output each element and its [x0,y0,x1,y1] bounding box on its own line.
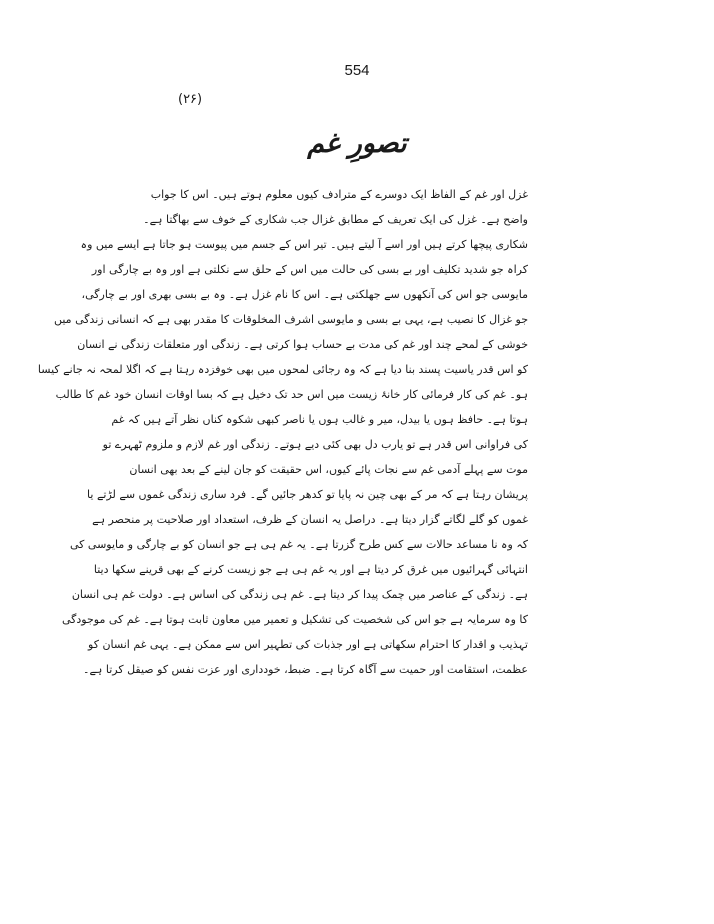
text-line: واضح ہے۔ غزل کی ایک تعریف کے مطابق غزال جب شکاری کے خوف سے بھاگتا ہے۔ [143,213,528,226]
text-line: تہذیب و اقدار کا احترام سکھاتی ہے اور جذبات کی تطہیر اس سے ممکن ہے۔ یہی غم انسان کو [88,638,528,651]
text-line: ہے۔ زندگی کے عناصر میں چمک پیدا کر دیتا ہے۔ غم ہی زندگی کی اساس ہے۔ دولت غم ہی انسان [71,588,528,601]
text-line: ہوتا ہے۔ حافظ ہوں یا بیدل، میر و غالب ہوں یا ناصر کبھی شکوہ کناں نظر آتے ہیں کہ غم [111,413,528,426]
text-line: انتہائی گہرائیوں میں غرق کر دیتا ہے اور یہ غم ہی ہے جو زیست کرنے کے بھی قرینے سکھا دیتا [93,563,528,576]
text-line: شکاری پیچھا کرتے ہیں اور اسے آ لیتے ہیں۔ تیر اس کے جسم میں پیوست ہو جاتا ہے ایسے میں وہ [80,238,528,251]
text-line: کو اس قدر یاسیت پسند بنا دیا ہے کہ وہ رجائی لمحوں میں بھی خوفزدہ رہتا ہے کہ اگلا لمحہ نہ جانے کیسا [37,363,528,376]
chapter-number: (۲۶) [178,92,203,107]
page-number: 554 [344,62,370,79]
body-text [37,182,528,682]
text-line: ہو۔ غم کی کار فرمائی کار خانۂ زیست میں اس حد تک دخیل ہے کہ بسا اوقات انسان خود غم کا طالب [55,388,528,401]
text-line: غزل اور غم کے الفاظ ایک دوسرے کے مترادف کیوں معلوم ہوتے ہیں۔ اس کا جواب [150,188,528,201]
text-line: کا وہ سرمایہ ہے جو اس کی شخصیت کی تشکیل و تعمیر میں معاون ثابت ہوتا ہے۔ غم کی موجودگی [61,613,528,626]
text-line: موت سے پہلے آدمی غم سے نجات پائے کیوں، اس حقیقت کو جان لینے کے بعد بھی انسان [129,463,528,476]
text-line: عظمت، استقامت اور حمیت سے آگاہ کرتا ہے۔ ضبط، خودداری اور عزت نفس کو صیقل کرتا ہے۔ [83,663,528,676]
text-line: کہ وہ نا مساعد حالات سے کس طرح گزرتا ہے۔ یہ غم ہی ہے جو انسان کو بے چارگی و مایوسی کی [70,538,528,551]
text-line: خوشی کے لمحے چند اور غم کی مدت بے حساب ہوا کرتی ہے۔ زندگی اور متعلقات زندگی نے انسان [77,338,528,351]
text-line: کی فراوانی اس قدر ہے تو یارب دل بھی کئی دیے ہوتے۔ زندگی اور غم لازم و ملزوم ٹھہرے تو [102,438,528,451]
text-line: جو غزال کا نصیب ہے، یہی بے بسی و مایوسی اشرف المخلوقات کا مقدر بھی ہے کہ انسانی زندگی میں [53,313,528,326]
page-title: تصورِ غم [307,128,407,159]
text-line: مایوسی جو اس کی آنکھوں سے جھلکتی ہے۔ اس کا نام غزل ہے۔ وہ بے بسی بھری اور بے چارگی، [81,288,528,301]
text-line: پریشان رہتا ہے کہ مر کے بھی چین نہ پایا تو کدھر جائیں گے۔ فرد ساری زندگی غموں سے لڑتے یا [87,488,528,501]
text-line: غموں کو گلے لگاتے گزار دیتا ہے۔ دراصل یہ انسان کے ظرف، استعداد اور صلاحیت پر منحصر ہے [92,513,528,526]
text-line: کراہ جو شدید تکلیف اور بے بسی کی حالت میں اس کے حلق سے نکلتی ہے اور وہ بے چارگی اور [91,263,528,276]
